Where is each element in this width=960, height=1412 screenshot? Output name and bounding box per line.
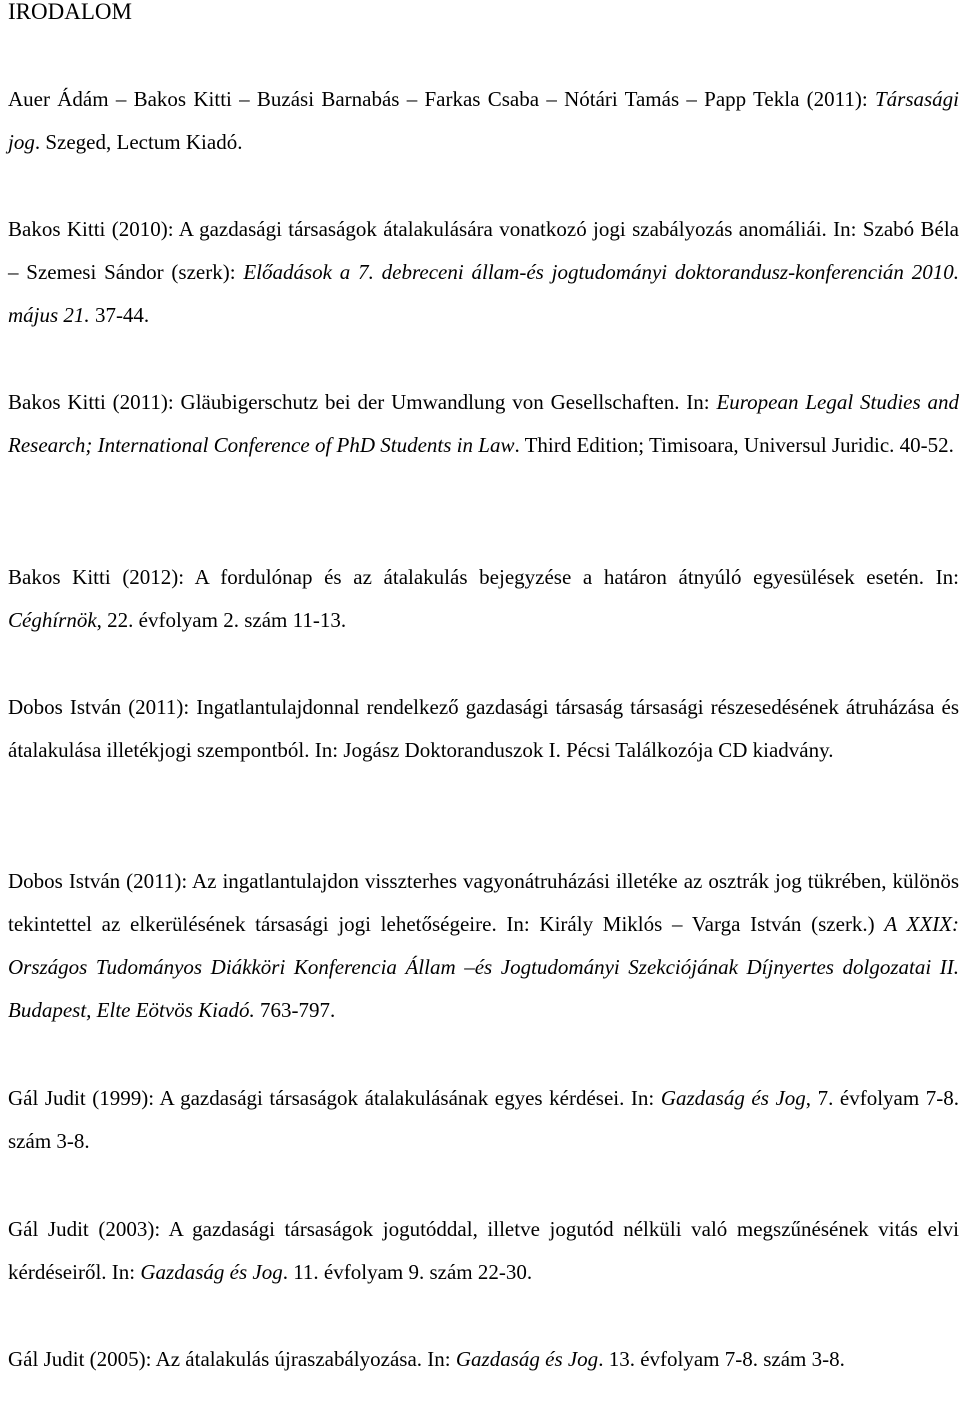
- page-heading: IRODALOM: [8, 0, 132, 24]
- reference-text: Dobos István (2011): Ingatlantulajdonnal rendelkező gazdasági társaság társasági részesedésének átruházása és átalakulása illetékjogi szempontból. In: Jogász Doktoranduszok I. Pécsi Találkozója CD kiadvány.: [8, 695, 959, 762]
- reference-entry-2: [8, 208, 959, 337]
- reference-text: Bakos Kitti (2012): A fordulónap és az átalakulás bejegyzése a határon átnyúló egyesülések esetén. In:: [8, 565, 959, 589]
- reference-title: Gazdaság és Jog: [455, 1347, 599, 1371]
- reference-text: 763-797.: [254, 998, 336, 1022]
- reference-title: Céghírnök: [8, 608, 97, 632]
- reference-entry-7: [8, 1077, 959, 1163]
- reference-text: Gál Judit (2003): A gazdasági társaságok jogutóddal, illetve jogutód nélküli való megszűnésének vitás elvi kérdéseiről. In:: [8, 1217, 959, 1284]
- reference-text: . 13. évfolyam 7-8. szám 3-8.: [598, 1347, 845, 1371]
- reference-entry-1: [8, 78, 959, 164]
- reference-text: . 11. évfolyam 9. szám 22-30.: [282, 1260, 533, 1284]
- reference-title: European Legal Studies and Research; International Conference of PhD Students in Law: [8, 390, 959, 457]
- reference-text: Gál Judit (1999): A gazdasági társaságok átalakulásának egyes kérdései. In:: [8, 1086, 661, 1110]
- reference-entry-3: [8, 381, 959, 467]
- reference-text: Dobos István (2011): Az ingatlantulajdon visszterhes vagyonátruházási illetéke az osztrák jog tükrében, különös tekintettel az elkerülésének társasági jogi lehetőségeire. In: Király Miklós – Varga István (szerk.): [8, 869, 959, 936]
- reference-text: . Szeged, Lectum Kiadó.: [34, 130, 243, 154]
- reference-entry-6: [8, 860, 959, 1032]
- reference-title: Előadások a 7. debreceni állam-és jogtudományi doktorandusz-konferencián 2010. május 21.: [8, 260, 959, 327]
- reference-title: Gazdaság és Jog: [140, 1260, 283, 1284]
- reference-text: Auer Ádám – Bakos Kitti – Buzási Barnabás – Farkas Csaba – Nótári Tamás – Papp Tekla (2011):: [8, 87, 875, 111]
- reference-entry-4: [8, 556, 959, 642]
- reference-entry-5: [8, 686, 959, 772]
- reference-entry-8: [8, 1208, 959, 1294]
- reference-text: Gál Judit (2005): Az átalakulás újraszabályozása. In:: [8, 1347, 456, 1371]
- reference-text: , 22. évfolyam 2. szám 11-13.: [96, 608, 347, 632]
- reference-title: Gazdaság és Jog: [660, 1086, 806, 1110]
- reference-title: Társasági jog: [8, 87, 959, 154]
- reference-title: A XXIX: Országos Tudományos Diákköri Konferencia Állam –és Jogtudományi Szekciójának Díjnyertes dolgozatai II. Budapest, Elte Eötvös Kiadó.: [8, 912, 960, 1022]
- reference-entry-9: [8, 1338, 959, 1381]
- reference-text: , 7. évfolyam 7-8. szám 3-8.: [8, 1086, 960, 1153]
- reference-text: Bakos Kitti (2011): Gläubigerschutz bei der Umwandlung von Gesellschaften. In:: [8, 390, 717, 414]
- reference-text: 37-44.: [89, 303, 150, 327]
- reference-text: . Third Edition; Timisoara, Universul Juridic. 40-52.: [514, 433, 954, 457]
- reference-text: Bakos Kitti (2010): A gazdasági társaságok átalakulására vonatkozó jogi szabályozás anomáliái. In: Szabó Béla – Szemesi Sándor (szerk):: [8, 217, 959, 284]
